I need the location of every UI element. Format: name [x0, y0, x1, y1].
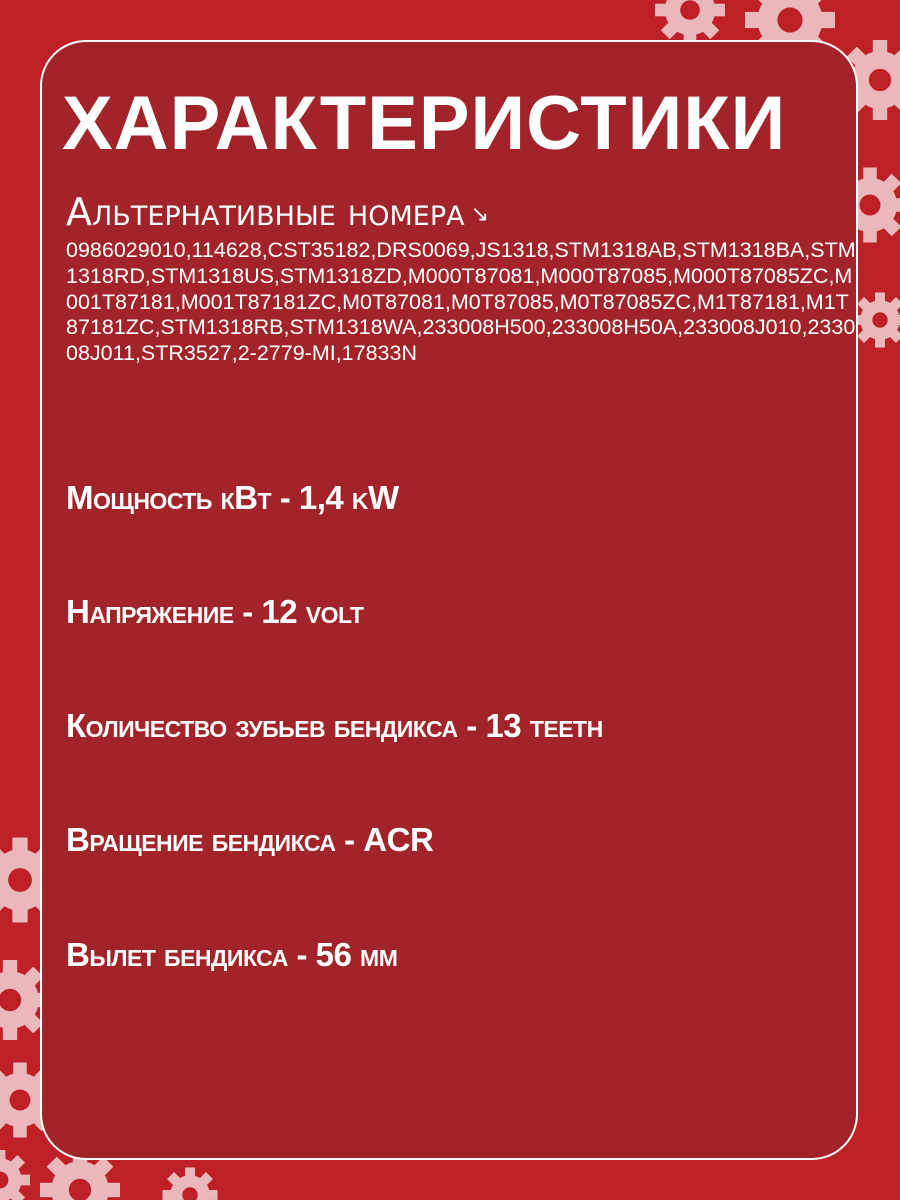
spec-label: Мощность кВт - — [66, 479, 299, 516]
spec-value: ACR — [363, 821, 434, 858]
alternative-numbers-heading — [66, 190, 489, 237]
spec-label: Вылет бендикса - — [66, 936, 316, 973]
spec-teeth — [66, 706, 603, 746]
spec-label: Количество зубьев бендикса - — [66, 707, 486, 744]
spec-value: 13 teeth — [485, 707, 603, 744]
spec-pinion-reach — [66, 935, 397, 975]
spec-rotation — [66, 820, 433, 860]
spec-power — [66, 478, 399, 518]
spec-voltage — [66, 592, 363, 632]
spec-label: Напряжение - — [66, 593, 262, 630]
page-title: ХАРАКТЕРИСТИКИ — [62, 81, 787, 166]
alternative-numbers-heading-label: Альтернативные номера — [66, 190, 465, 234]
spec-value: 56 мм — [315, 936, 398, 973]
spec-value: 12 volt — [261, 593, 364, 630]
spec-value: 1,4 kW — [298, 479, 399, 516]
spec-label: Вращение бендикса - — [66, 821, 364, 858]
alternative-numbers-list: 0986029010,114628,CST35182,DRS0069,JS1318,STM1318AB,STM1318BA,STM1318RD,STM1318US,STM1318ZD,M000T87081,M000T87085,M000T87085ZC,M001T87181,M001T87181ZC,M0T87081,M0T87085,M0T87085ZC,M1T87181,M1T87181ZC,STM1318RB,STM1318WA,233008H500,233008H50A,233008J010,233008J011,STR3527,2-2779-MI,17833N — [66, 238, 856, 366]
arrow-down-right-icon: ↘ — [470, 201, 490, 227]
